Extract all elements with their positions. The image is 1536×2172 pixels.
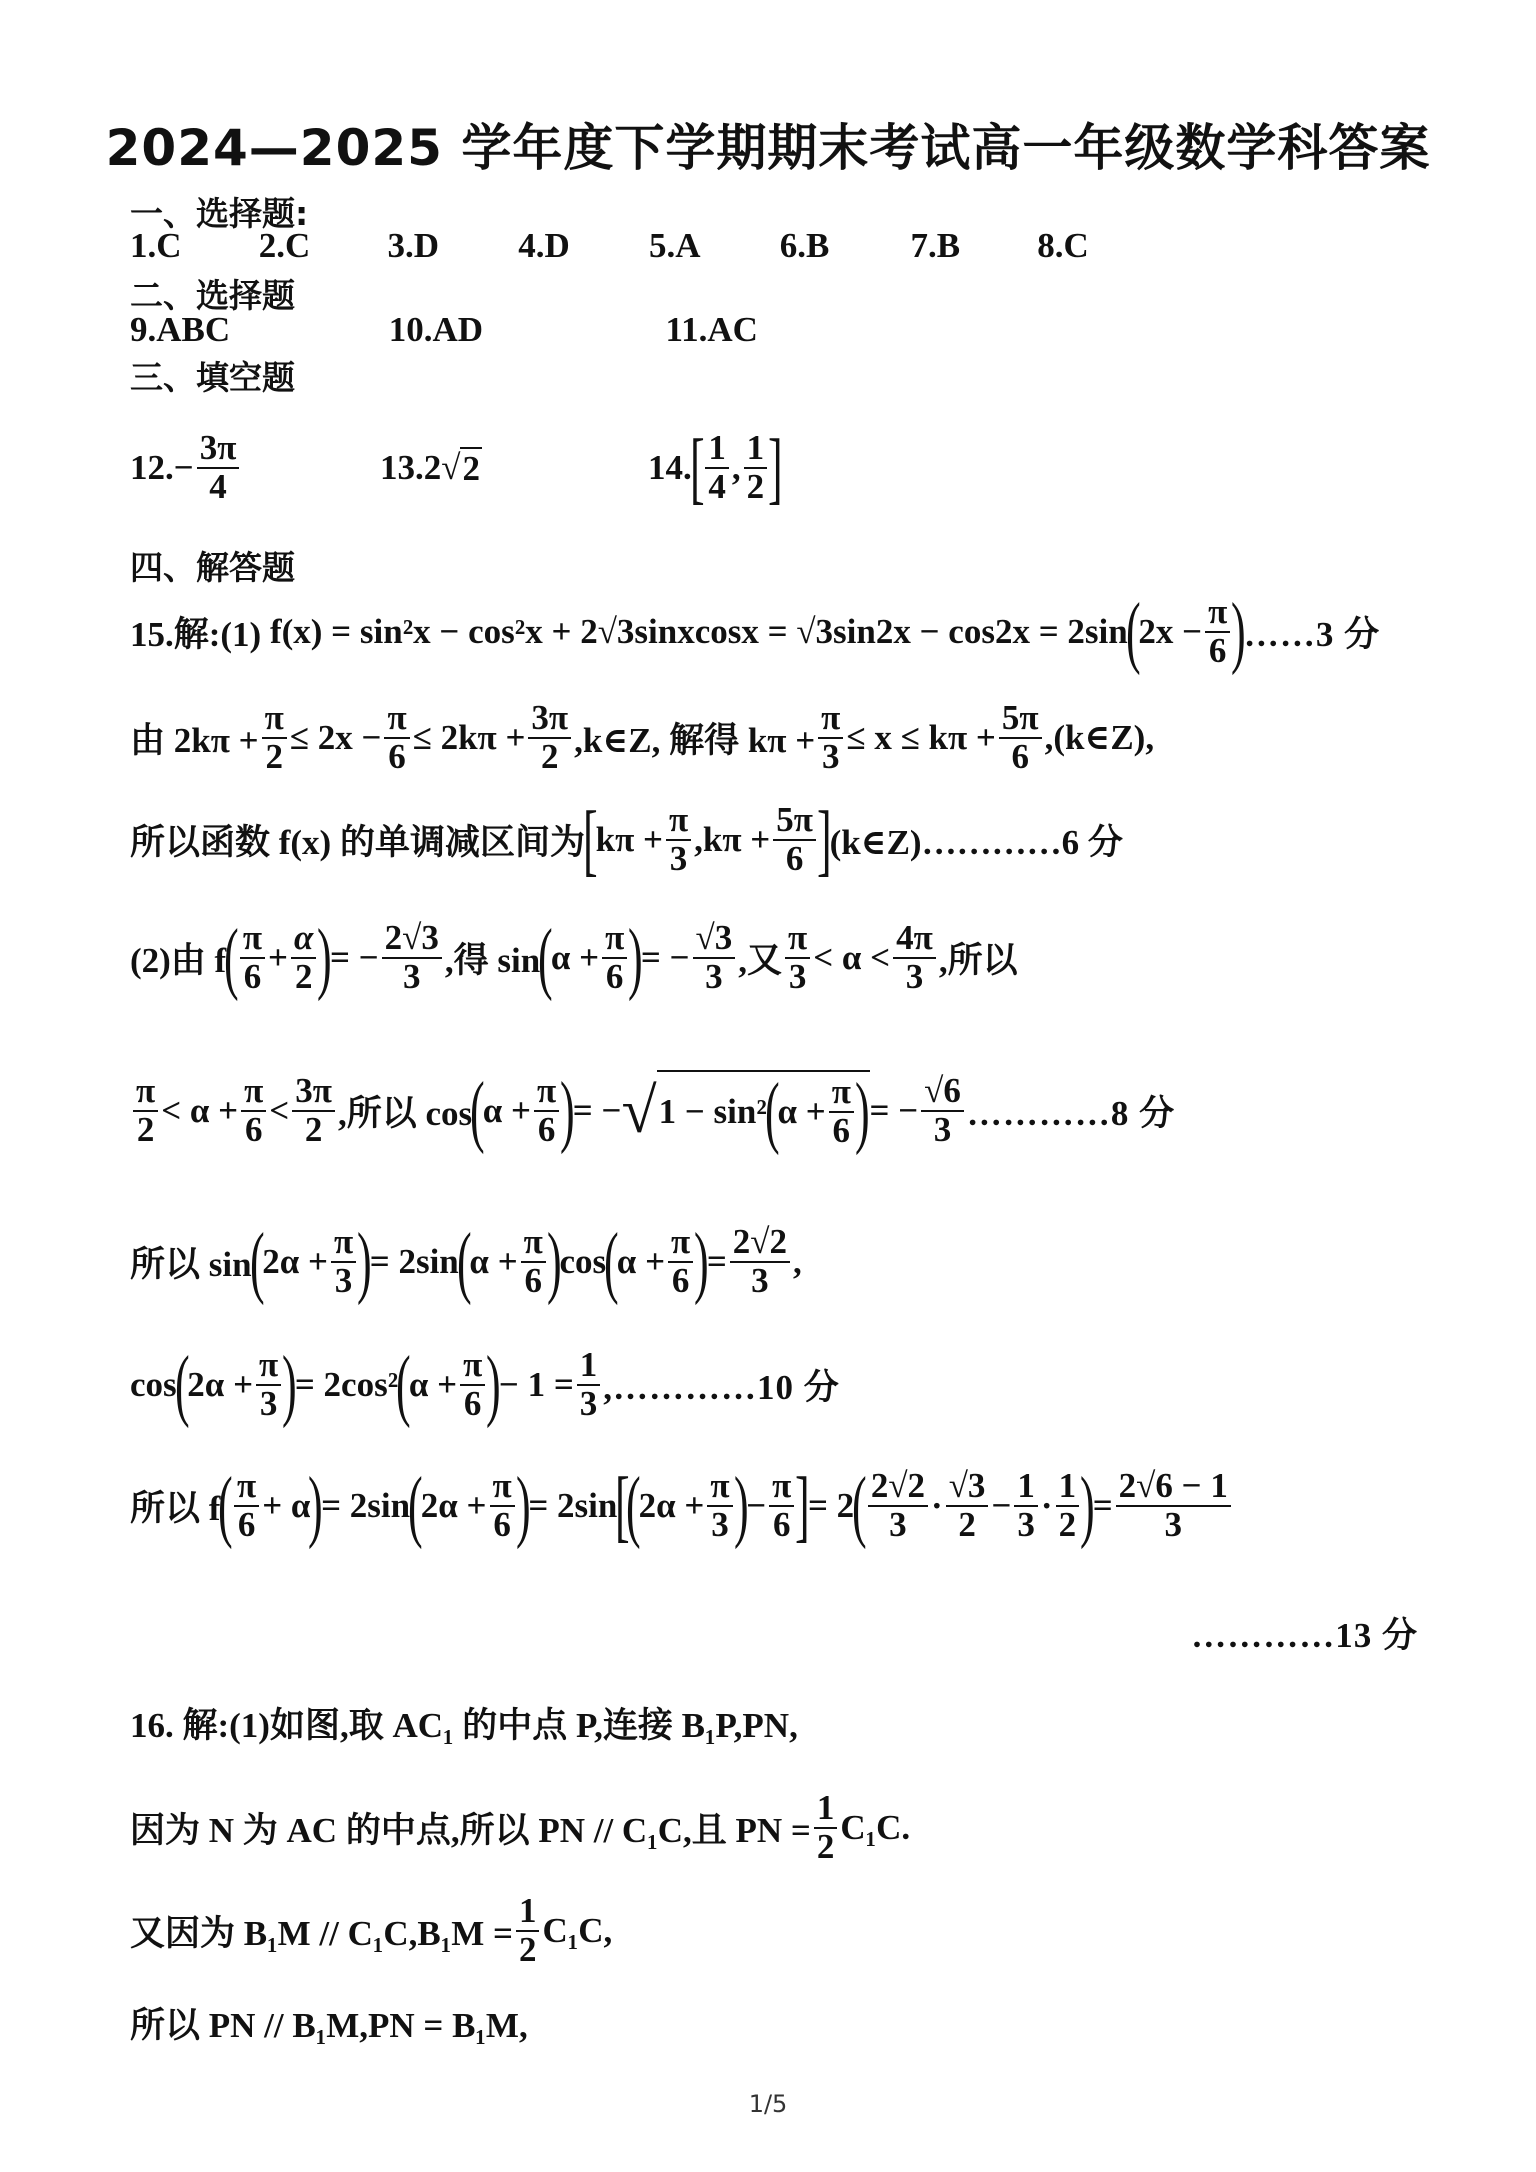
section-solutions: 四、解答题 (130, 548, 295, 587)
answer-13: 13.2 √ 2 (380, 448, 480, 488)
answer-7: 7.B (910, 226, 961, 265)
section-multi: 二、选择题 (130, 276, 295, 315)
section-choice: 一、选择题: (130, 194, 309, 233)
q15-line-7: cos ( 2α + $\frac{\pi}{3}$ ) = 2cos² ( α + $\frac{\pi}{6}$ ) − 1 = $\frac{1}{3}$ ,…………10 分 (130, 1341, 840, 1429)
q16-line-2: 因为 N 为 AC 的中点,所以 PN // C₁C,且 PN = $\frac{1}{2}$ C₁C. (130, 1788, 911, 1866)
answer-8: 8.C (1037, 226, 1089, 265)
fill-answers (130, 424, 783, 512)
q16-line-4: 所以 PN // B₁M,PN = B₁M, (130, 2006, 528, 2045)
q16-line-1: 16. 解:(1)如图,取 AC₁ 的中点 P,连接 B₁P,PN, (130, 1706, 798, 1745)
q15-line-4: (2)由 f ( $\frac{\pi}{6}$ + $\frac{\alpha}{2}$ ) = − $\frac{2√3}{3}$ ,得 sin ( α + $\frac{\pi}{6}$ ) = − $\frac{√3}{3}$ ,又 $\frac{\pi}{3}$ < α < $\frac{4\pi}{3}$ ,所以 (130, 914, 1018, 1002)
answer-11: 11.AC (665, 310, 758, 349)
answer-3: 3.D (387, 226, 440, 265)
multi-answers (130, 310, 758, 350)
q16-line-3: 又因为 B₁M // C₁C,B₁M = $\frac{1}{2}$ C₁C, (130, 1891, 613, 1969)
answer-14: 14. [ $\frac{1}{4}$ , $\frac{1}{2}$ ] (648, 424, 783, 512)
page-number: 1/5 (748, 2090, 788, 2118)
answer-2: 2.C (258, 226, 311, 265)
q15-score-13: …………13 分 (1191, 1616, 1418, 1655)
answer-10: 10.AD (388, 310, 484, 349)
q15-line-5: $\frac{\pi}{2}$ < α + $\frac{\pi}{6}$ < $\frac{3\pi}{2}$ ,所以 cos ( α + $\frac{\pi}{6}$ ) = − √ 1 − sin² ( α + $\frac{\pi}{6}$ ) = − $\frac{√6}{3}$ …………8 分 (130, 1070, 1175, 1152)
answer-12: 12.− $\frac{3\pi}{4}$ (130, 430, 380, 506)
section-fill: 三、填空题 (130, 358, 295, 397)
answer-4: 4.D (518, 226, 570, 265)
choice-answers (130, 226, 1089, 266)
answer-1: 1.C (130, 226, 182, 265)
q15-line-6: 所以 sin ( 2α + $\frac{\pi}{3}$ ) = 2sin ( α + $\frac{\pi}{6}$ ) cos ( α + $\frac{\pi}{6}$ ) = $\frac{2√2}{3}$ , (130, 1218, 802, 1306)
page-title: 2024—2025 学年度下学期期末考试高一年级数学科答案 (105, 119, 1431, 177)
answer-5: 5.A (649, 226, 701, 265)
answer-9: 9.ABC (130, 310, 231, 349)
answer-6: 6.B (779, 226, 830, 265)
q15-line-3: 所以函数 f(x) 的单调减区间为 [ kπ + $\frac{\pi}{3}$ ,kπ + $\frac{5\pi}{6}$ ] (k∈Z)…………6 分 (130, 796, 1123, 884)
q15-line-1: 15.解:(1) f(x) = sin²x − cos²x + 2√3sinxcosx = √3sin2x − cos2x = 2sin ( 2x − $\frac{\pi}{6}$ ) ……3 分 (130, 588, 1381, 676)
q15-line-8: 所以 f ( $\frac{\pi}{6}$ + α ) = 2sin ( 2α + $\frac{\pi}{6}$ ) = 2sin [ ( 2α + $\frac{\pi}{3}$ ) − $\frac{\pi}{6}$ ] = 2 ( $\frac{2√2}{3}$ · $\frac{√3}{2}$ − $\frac{1}{3}$ · $\frac{1}{2}$ ) = $\frac{2√6 - 1}{3}$ (130, 1466, 1234, 1546)
q15-line-2: 由 2kπ + $\frac{\pi}{2}$ ≤ 2x − $\frac{\pi}{6}$ ≤ 2kπ + $\frac{3\pi}{2}$ ,k∈Z, 解得 kπ + $\frac{\pi}{3}$ ≤ x ≤ kπ + $\frac{5\pi}{6}$ ,(k∈Z), (130, 698, 1155, 776)
